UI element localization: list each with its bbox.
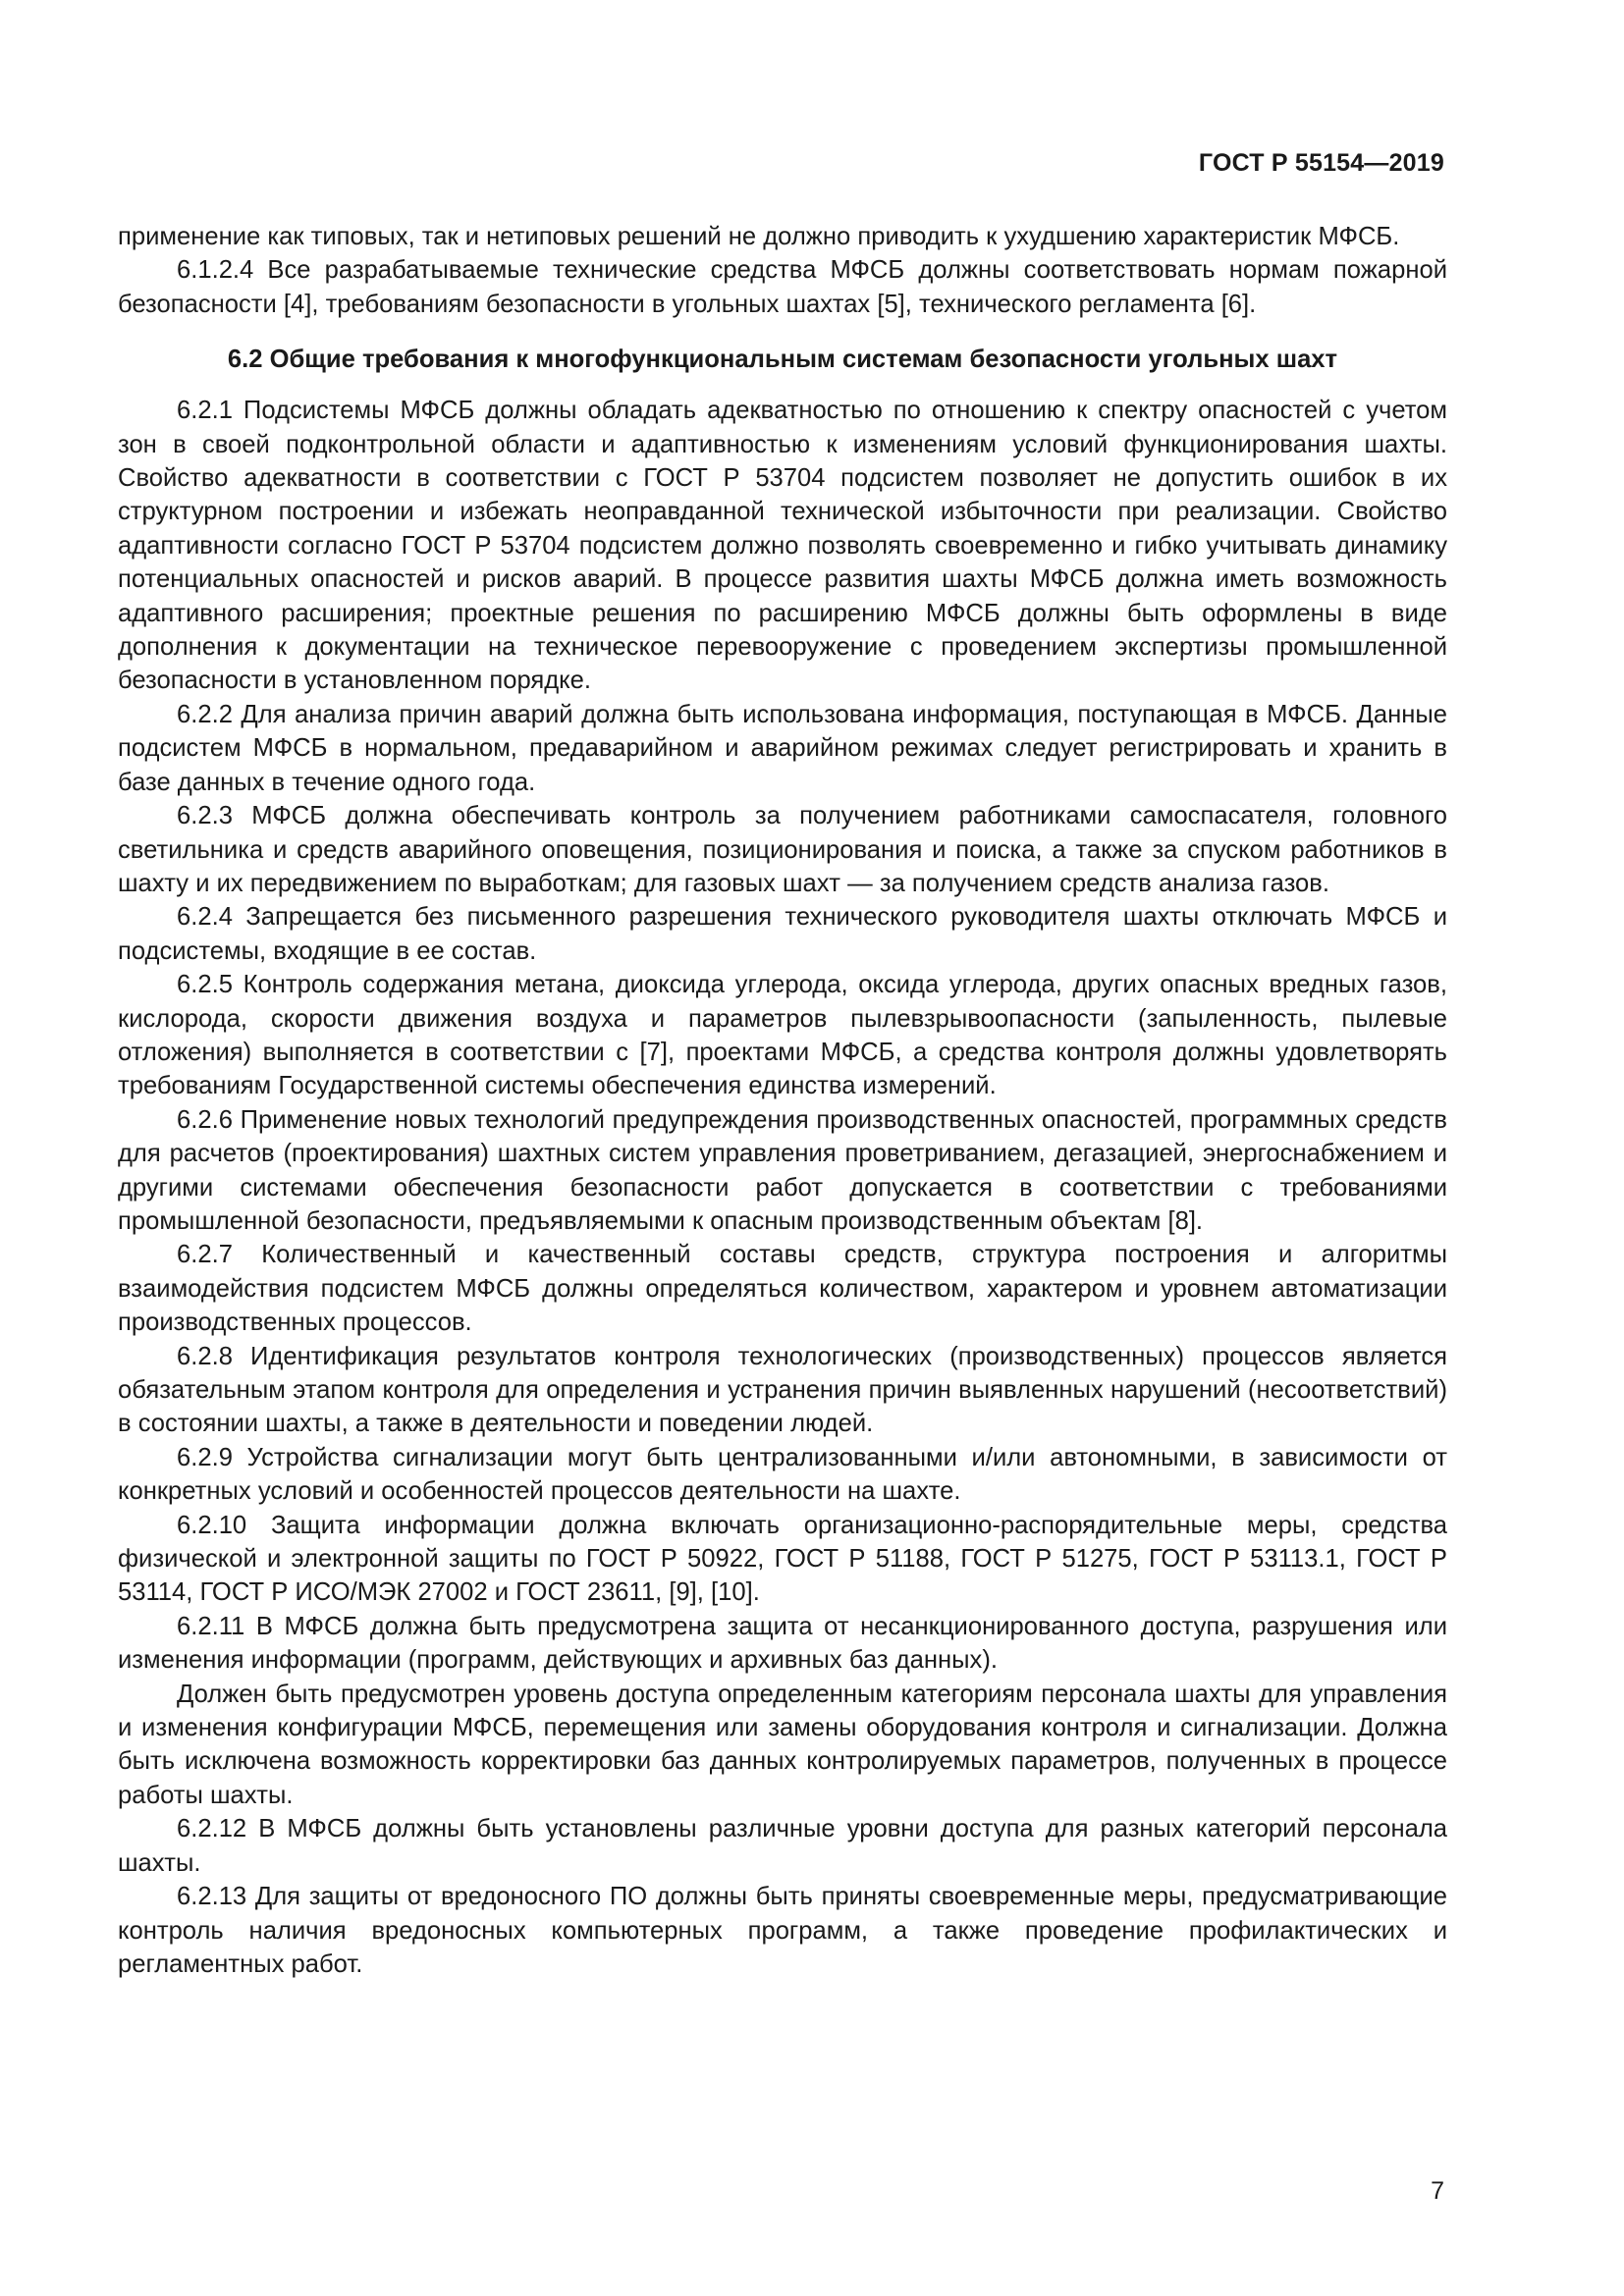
paragraph-6-2-3: 6.2.3 МФСБ должна обеспечивать контроль за получением работниками самоспасателя, головного светильника и средств аварийного оповещения, позиционирования и поиска, а также за спуском работников в шахту и их передвижением по выработкам; для газовых шахт — за получением средств анализа газов. [118, 802, 1447, 897]
document-code-header: ГОСТ Р 55154—2019 [1198, 149, 1444, 177]
paragraph-6-2-8: 6.2.8 Идентификация результатов контроля технологических (производственных) процессов является обязательным этапом контроля для определения и устранения причин выявленных нарушений (несоответствий) в состоянии шахты, а также в деятельности и поведении людей. [118, 1342, 1447, 1438]
paragraph-6-2-9: 6.2.9 Устройства сигнализации могут быть централизованными и/или автономными, в зависимости от конкретных условий и особенностей процессов деятельности на шахте. [118, 1443, 1447, 1506]
page-number: 7 [1431, 2177, 1444, 2205]
paragraph-6-2-5: 6.2.5 Контроль содержания метана, диоксида углерода, оксида углерода, других опасных вредных газов, кислорода, скорости движения воздуха и параметров пылевзрывоопасности (запыленность, пылевые отложения) выполняется в соответствии с [7], проектами МФСБ, а средства контроля должны удовлетворять требованиям Государственной системы обеспечения единства измерений. [118, 971, 1447, 1100]
paragraph-6-2-11: 6.2.11 В МФСБ должна быть предусмотрена защита от несанкционированного доступа, разрушения или изменения информации (программ, действующих и архивных баз данных). [118, 1612, 1447, 1675]
paragraph-6-2-12: 6.2.12 В МФСБ должны быть установлены различные уровни доступа для разных категорий персонала шахты. [118, 1815, 1447, 1877]
paragraph-6-2-2: 6.2.2 Для анализа причин аварий должна быть использована информация, поступающая в МФСБ. Данные подсистем МФСБ в нормальном, предаварийном и аварийном режимах следует регистрировать и хранить в базе данных в течение одного года. [118, 700, 1447, 796]
paragraph-6-2-4: 6.2.4 Запрещается без письменного разрешения технического руководителя шахты отключать МФСБ и подсистемы, входящие в ее состав. [118, 903, 1447, 965]
paragraph-6-2-10: 6.2.10 Защита информации должна включать организационно-распорядительные меры, средства физической и электронной защиты по ГОСТ Р 50922, ГОСТ Р 51188, ГОСТ Р 51275, ГОСТ Р 53113.1, ГОСТ Р 53114, ГОСТ Р ИСО/МЭК 27002 и ГОСТ 23611, [9], [10]. [118, 1511, 1447, 1607]
section-heading-6-2: 6.2 Общие требования к многофункциональным системам безопасности угольных шахт [227, 346, 1338, 374]
page-content [118, 220, 1447, 1981]
paragraph-6-2-11-continued: Должен быть предусмотрен уровень доступа определенным категориям персонала шахты для управления и изменения конфигурации МФСБ, перемещения или замены оборудования контроля и сигнализации. Должна быть исключена возможность корректировки баз данных контролируемых параметров, полученных в процессе работы шахты. [118, 1680, 1447, 1809]
paragraph-6-1-2-4: 6.1.2.4 Все разрабатываемые технические средства МФСБ должны соответствовать нормам пожарной безопасности [4], требованиям безопасности в угольных шахтах [5], технического регламента [6]. [118, 256, 1447, 318]
paragraph-6-2-6: 6.2.6 Применение новых технологий предупреждения производственных опасностей, программных средств для расчетов (проектирования) шахтных систем управления проветриванием, дегазацией, энергоснабжением и другими системами обеспечения безопасности работ допускается в соответствии с требованиями промышленной безопасности, предъявляемыми к опасным производственным объектам [8]. [118, 1105, 1447, 1235]
paragraph-6-2-1: 6.2.1 Подсистемы МФСБ должны обладать адекватностью по отношению к спектру опасностей с учетом зон в своей подконтрольной области и адаптивностью к изменениям условий функционирования шахты. Свойство адекватности в соответствии с ГОСТ Р 53704 подсистем позволяет не допустить ошибок в их структурном построении и избежать неоправданной технической избыточности при реализации. Свойство адаптивности согласно ГОСТ Р 53704 подсистем должно позволять своевременно и гибко учитывать динамику потенциальных опасностей и рисков аварий. В процессе развития шахты МФСБ должна иметь возможность адаптивного расширения; проектные решения по расширению МФСБ должны быть оформлены в виде дополнения к документации на техническое перевооружение с проведением экспертизы промышленной безопасности в установленном порядке. [118, 397, 1447, 695]
paragraph-6-2-7: 6.2.7 Количественный и качественный составы средств, структура построения и алгоритмы взаимодействия подсистем МФСБ должны определяться количеством, характером и уровнем автоматизации производственных процессов. [118, 1241, 1447, 1337]
paragraph-6-2-13: 6.2.13 Для защиты от вредоносного ПО должны быть приняты своевременные меры, предусматривающие контроль наличия вредоносных компьютерных программ, а также проведение профилактических и регламентных работ. [118, 1883, 1447, 1978]
paragraph-continuation: применение как типовых, так и нетиповых решений не должно приводить к ухудшению характеристик МФСБ. [118, 223, 1400, 250]
